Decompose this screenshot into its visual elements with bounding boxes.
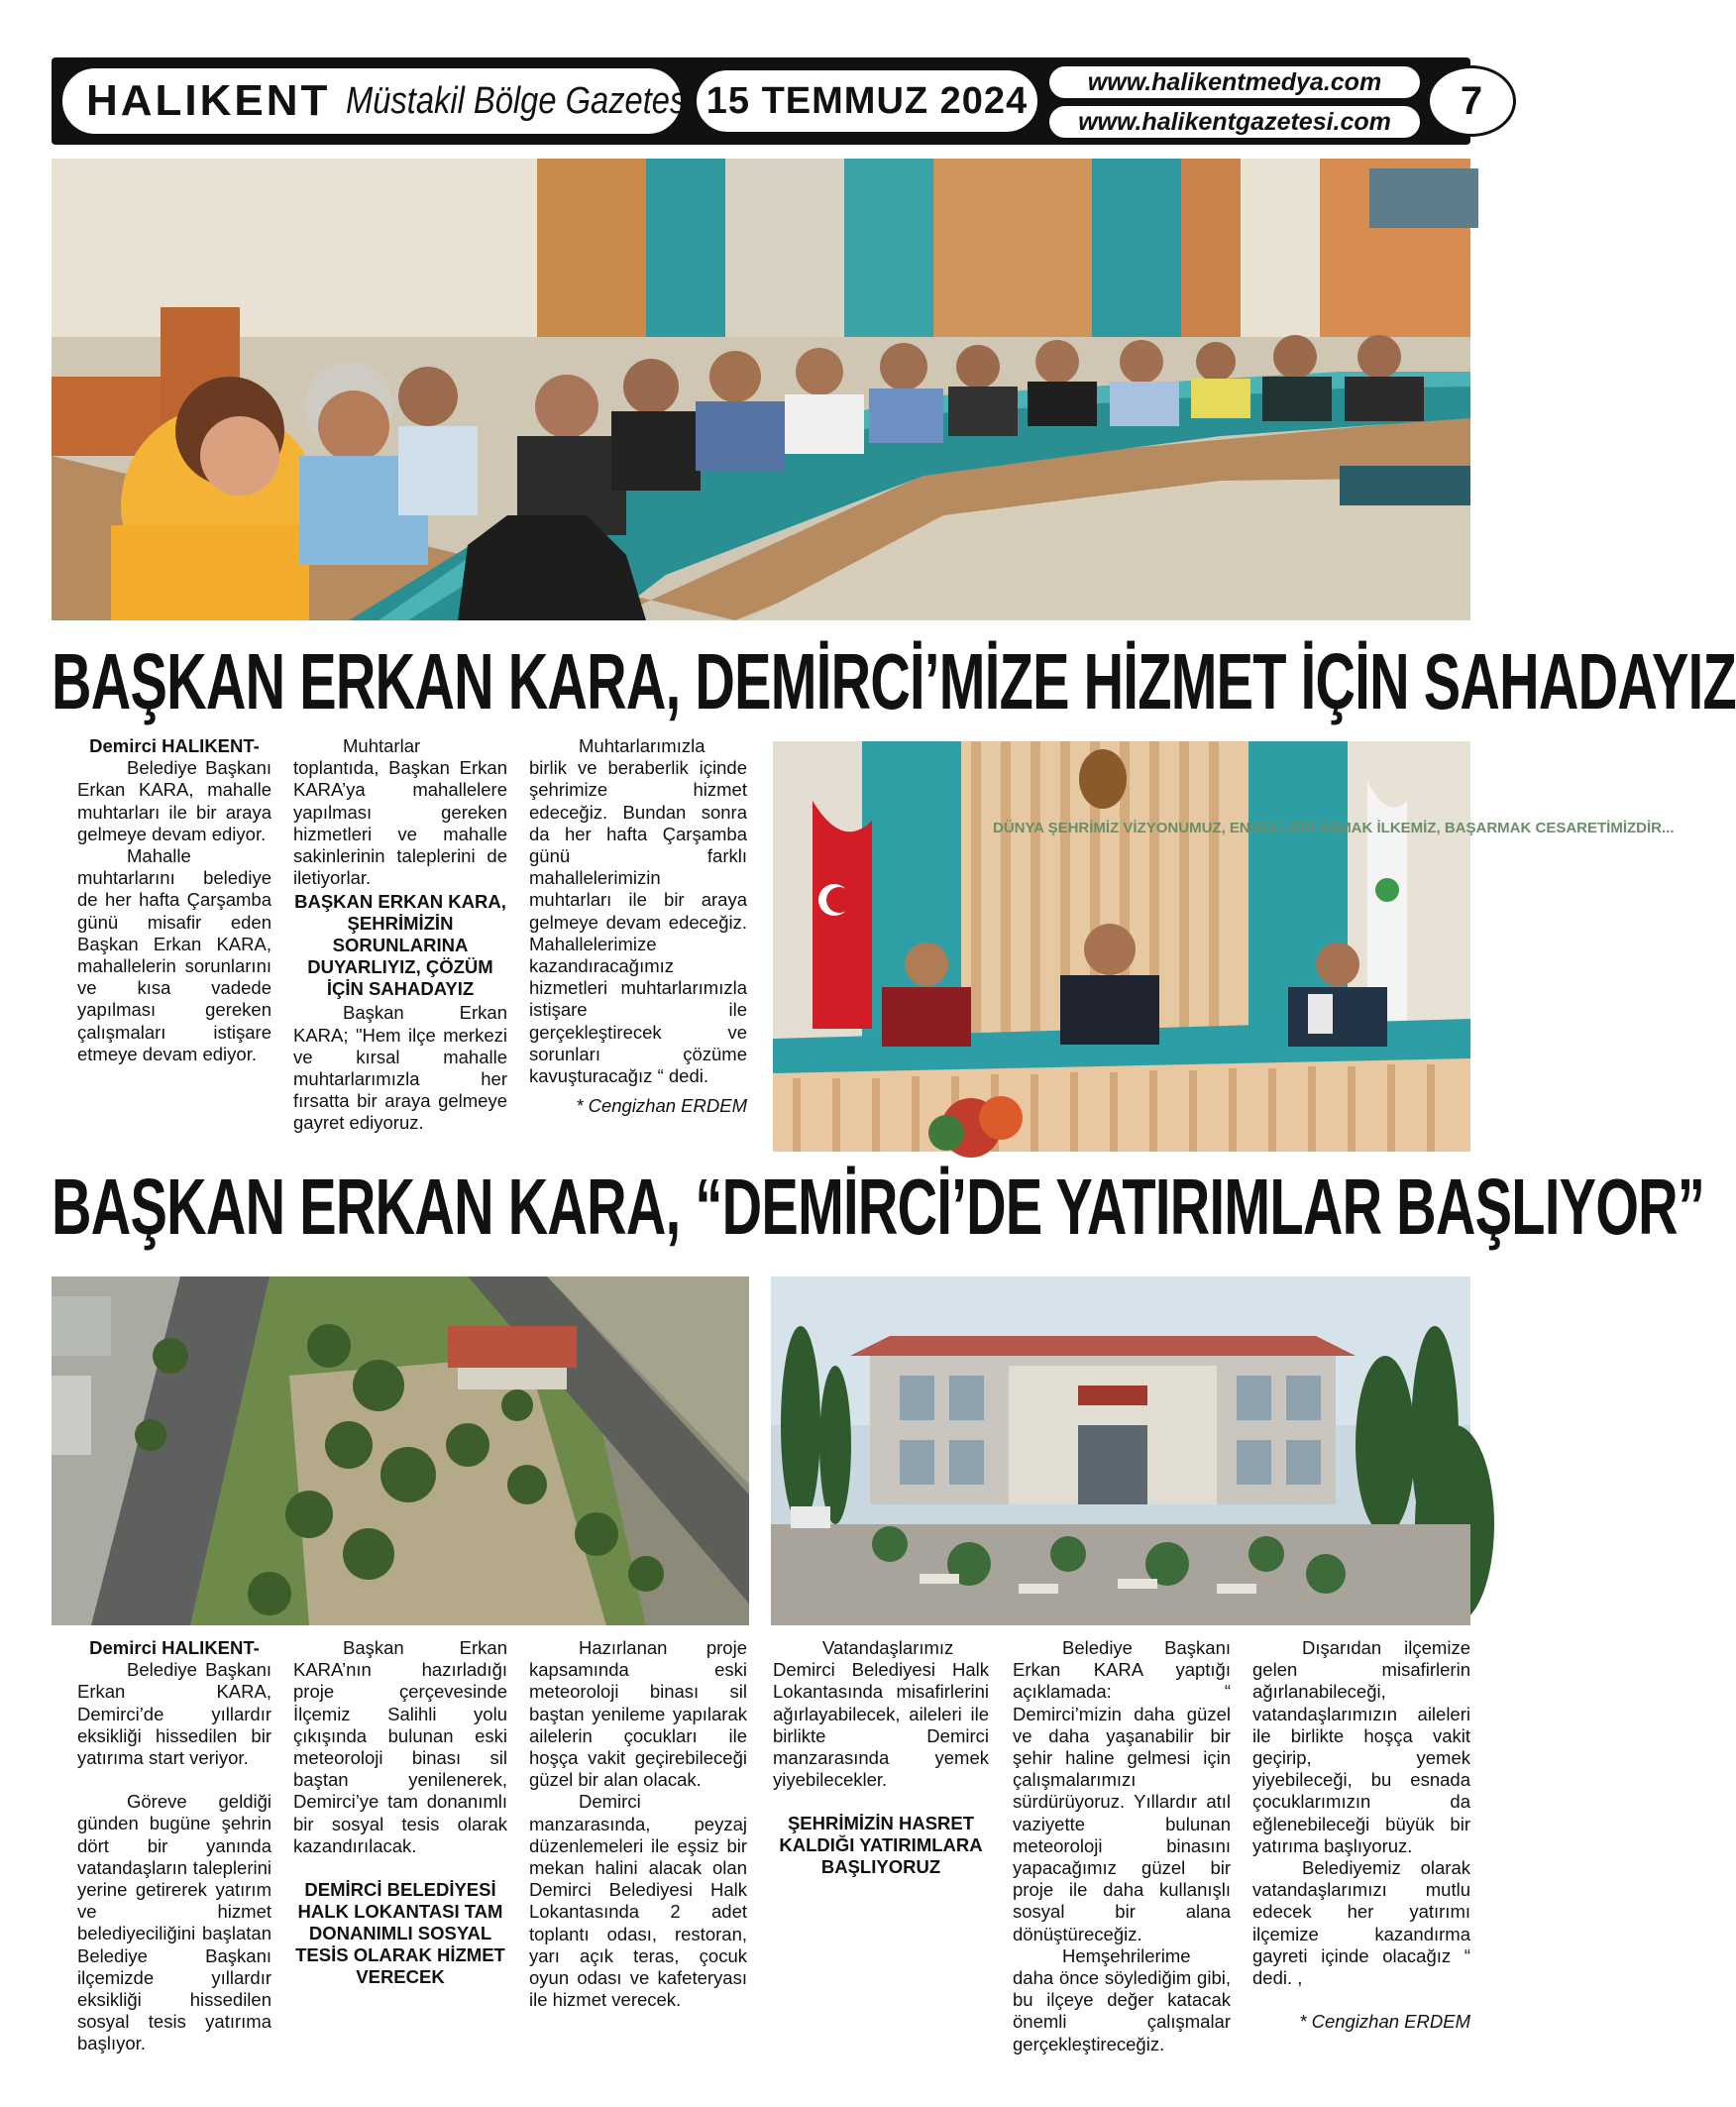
- article2-subhead-2: ŞEHRİMİZİN HASRET KALDIĞI YATIRIMLARA BAŞLIYORUZ: [779, 1813, 983, 1878]
- meeting-hall-photo: [52, 159, 1470, 620]
- article2-signature: * Cengizhan ERDEM: [1299, 2011, 1470, 2033]
- article2-paragraph: Hazırlanan proje kapsamında eski meteoroloji binası sil baştan yenileme yapılarak ailelerin çocukları ile hoşça vakit geçirebileceği güzel bir alan olacak.: [529, 1637, 747, 1791]
- brand-pill: [59, 65, 695, 137]
- article2-paragraph: Başkan Erkan KARA’nın hazırladığı proje çerçevesinde İlçemiz Salihli yolu çıkışında bulunan eski meteoroloji binası sil baştan yenilenerek, Demirci’ye tam donanımlı bir sosyal tesis olarak kazandırılacak.: [293, 1637, 507, 1856]
- article1-column-3: [529, 735, 747, 1117]
- article1-paragraph: Muhtarlar toplantıda, Başkan Erkan KARA’ya mahallelere yapılması gereken hizmetleri ve mahalle sakinlerinin taleplerini de iletiyorlar.: [293, 735, 507, 889]
- article2-column-1: [77, 1637, 271, 2055]
- article2-paragraph: Belediye Başkanı Erkan KARA yaptığı açıklamada: “ Demirci’mizin daha güzel ve daha yaşanabilir bir şehir haline gelmesi için çalışmalarımızı sürdürüyoruz. Yıllardır atıl vaziyette bulunan meteoroloji binasını yapacağımız güzel bir proje ile daha kullanışlı sosyal bir alana dönüştüreceğiz.: [1013, 1637, 1231, 1944]
- article1-subhead: BAŞKAN ERKAN KARA, ŞEHRİMİZİN SORUNLARINA DUYARLIYIZ, ÇÖZÜM İÇİN SAHADAYIZ: [294, 891, 506, 1000]
- website-link-2[interactable]: www.halikentgazetesi.com: [1046, 103, 1423, 141]
- article1-column-1: [77, 735, 271, 1065]
- article2-column-3: [529, 1637, 747, 2011]
- article2-paragraph: Belediyemiz olarak vatandaşlarımızı mutlu edecek her yatırımı ilçemize kazandırma gayreti içinde olacağız “ dedi. ,: [1252, 1857, 1470, 1989]
- article1-dateline: Demirci HALIKENT-: [89, 735, 260, 756]
- mayor-meeting-photo: [773, 741, 1675, 1152]
- article2-column-5: [1013, 1637, 1231, 2055]
- article2-paragraph: Vatandaşlarımız Demirci Belediyesi Halk Lokantasında misafirlerini ağırlayabilecek, aileleri ile birlikte Demirci manzarasında yemek yiyebilecekler.: [773, 1637, 989, 1791]
- article2-paragraph: Belediye Başkanı Erkan KARA, Demirci’de yıllardır eksikliği hissedilen bir yatırıma start veriyor.: [77, 1659, 271, 1769]
- article2-column-2: [293, 1637, 507, 1990]
- article2-paragraph: Göreve geldiği günden bugüne şehrin dört bir yanında vatandaşların taleplerini yerine getirerek yatırım ve hizmet belediyeciliğini başlatan Belediye Başkanı ilçemizde yıllardır eksikliği hissedilen sosyal tesis yatırıma başlıyor.: [77, 1791, 271, 2054]
- brand-subtitle: Müstakil Bölge Gazetesi: [346, 79, 695, 122]
- article1-paragraph: Mahalle muhtarlarını belediye de her hafta Çarşamba günü misafir eden Başkan Erkan KARA, mahallelerin sorunlarını ve kısa vadede yapılması gereken çalışmaları istişare etmeye devam ediyor.: [77, 845, 271, 1064]
- article2-paragraph: Demirci manzarasında, peyzaj düzenlemeleri ile eşsiz bir mekan halini alacak olan Demirci Belediyesi Halk Lokantasında 2 adet toplantı odası, restoran, yarı açık teras, çocuk oyun odası ve kafeteryası ile hizmet verecek.: [529, 1791, 747, 2011]
- masthead: [52, 57, 1483, 145]
- article2-paragraph: Hemşehrilerime daha önce söylediğim gibi, bu ilçeye değer katacak önemli çalışmalar gerçekleştireceğiz.: [1013, 1944, 1231, 2054]
- website-link-1[interactable]: www.halikentmedya.com: [1046, 63, 1423, 101]
- article2-dateline: Demirci HALIKENT-: [89, 1637, 260, 1658]
- article1-signature: * Cengizhan ERDEM: [576, 1095, 747, 1117]
- facility-render-photo: [771, 1276, 1470, 1625]
- article2-headline: BAŞKAN ERKAN KARA, “DEMİRCİ’DE YATIRIMLAR BAŞLIYOR”: [52, 1163, 1705, 1251]
- article1-headline: BAŞKAN ERKAN KARA, DEMİRCİ’MİZE HİZMET İÇİN SAHADAYIZ: [52, 637, 1736, 725]
- wall-slogan-text: DÜNYA ŞEHRİMİZ VİZYONUMUZ, ENGELLERİ AŞMAK İLKEMİZ, BAŞARMAK CESARETİMİZDİR...: [993, 820, 1675, 836]
- article1-paragraph: Muhtarlarımızla birlik ve beraberlik içinde şehrimize hizmet edeceğiz. Bundan sonra da her hafta Çarşamba günü farklı mahallelerimizin muhtarları ile bir araya gelmeye devam edeceğiz. Mahallelerimize kazandıracağımız hizmetleri muhtarlarımızla istişare ile gerçekleştirecek ve sorunları çözüme kavuşturacağız “ dedi.: [529, 735, 747, 1087]
- article2-paragraph: Dışarıdan ilçemize gelen misafirlerin ağırlanabileceği, vatandaşlarımızın aileleri ile birlikte hoşça vakit geçirip, yemek yiyebileceği, bu esnada çocuklarımızın da eğlenebileceği büyük bir yatırıma başlıyoruz.: [1252, 1637, 1470, 1856]
- article2-column-6: [1252, 1637, 1470, 2033]
- article1-paragraph: Başkan Erkan KARA; "Hem ilçe merkezi ve kırsal mahalle muhtarlarımızla her fırsatta bir araya gelmeye gayret ediyoruz.: [293, 1002, 507, 1134]
- issue-date: 15 TEMMUZ 2024: [694, 67, 1040, 135]
- brand-name: HALIKENT: [86, 76, 331, 125]
- article1-column-2: [293, 735, 507, 1135]
- page-number: 7: [1427, 65, 1516, 137]
- article2-subhead-1: DEMİRCİ BELEDİYESİ HALK LOKANTASI TAM DONANIMLI SOSYAL TESİS OLARAK HİZMET VERECEK: [295, 1879, 505, 1988]
- article1-paragraph: Belediye Başkanı Erkan KARA, mahalle muhtarları ile bir araya gelmeye devam ediyor.: [77, 757, 271, 844]
- article2-column-4: [773, 1637, 989, 1880]
- aerial-site-photo: [52, 1276, 749, 1625]
